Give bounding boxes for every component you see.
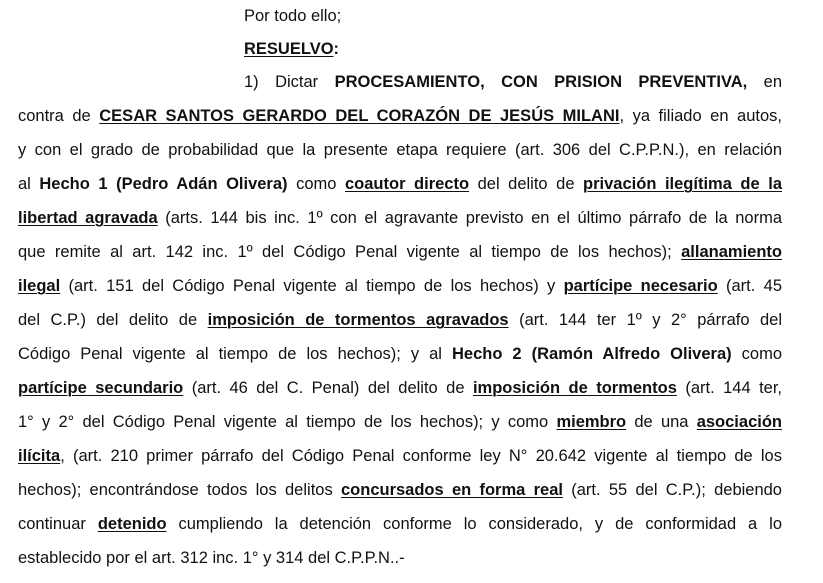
text-segment: , (art. 210 primer párrafo del Código Penal conforme ley N° 20.642 vigente al tiempo de los	[60, 447, 782, 465]
text-segment: del C.P.) del delito de	[18, 311, 208, 329]
text-segment: 1) Dictar	[244, 73, 335, 91]
text-segment: (art. 151 del Código Penal vigente al tiempo de los hechos) y	[60, 277, 564, 295]
underlined-bold-segment: partícipe secundario	[18, 379, 184, 397]
text-segment: del delito de	[469, 175, 584, 193]
underlined-bold-segment: concursados en forma real	[340, 481, 563, 499]
text-segment: (art. 144 ter,	[676, 379, 782, 397]
text-segment: en	[747, 73, 783, 91]
paragraph-line-8	[18, 307, 782, 333]
bold-segment: Hecho 2 (Ramón Alfredo Olivera)	[451, 345, 732, 363]
paragraph-line-14	[18, 511, 782, 537]
underlined-bold-segment: miembro	[556, 413, 627, 431]
paragraph-line-12	[18, 443, 782, 469]
bold-segment: Hecho 1 (Pedro Adán Olivera)	[39, 175, 288, 193]
text-segment: cumpliendo la detención conforme lo considerado, y de conformidad a lo	[166, 515, 782, 533]
underlined-bold-segment: coautor directo	[344, 175, 470, 193]
underlined-bold-segment: imposición de tormentos agravados	[207, 311, 509, 329]
paragraph-line-10	[18, 375, 782, 401]
text-segment: como	[731, 345, 782, 363]
text-segment: como	[287, 175, 345, 193]
underlined-bold-segment: ilícita	[18, 447, 61, 465]
text-segment: 1° y 2° del Código Penal vigente al tiempo de los hechos); y como	[18, 413, 557, 431]
text-segment: Código Penal vigente al tiempo de los hechos); y al	[18, 345, 452, 363]
text-segment: contra de	[18, 107, 100, 125]
paragraph-line-2	[18, 103, 782, 129]
defendant-name: CESAR SANTOS GERARDO DEL CORAZÓN DE JESÚS MILANI	[99, 107, 620, 125]
text-segment: continuar	[18, 515, 98, 533]
paragraph-line-11	[18, 409, 782, 435]
text-segment: (arts. 144 bis inc. 1º con el agravante previsto en el último párrafo de la norma	[157, 209, 783, 227]
paragraph-line-15	[18, 545, 782, 571]
text-segment: y con el grado de probabilidad que la presente etapa requiere (art. 306 del C.P.P.N.), en relación	[18, 141, 782, 159]
underlined-bold-segment: libertad agravada	[18, 209, 158, 227]
paragraph-line-5	[18, 205, 782, 231]
paragraph-line-13	[18, 477, 782, 503]
text-segment: , ya filiado en autos,	[619, 107, 782, 125]
underlined-bold-segment: partícipe necesario	[563, 277, 718, 295]
text-segment: que remite al art. 142 inc. 1º del Código Penal vigente al tiempo de los hechos);	[18, 243, 682, 261]
paragraph-line-6	[18, 239, 782, 265]
text-segment: (art. 45	[717, 277, 783, 295]
heading-colon: :	[333, 40, 340, 58]
heading-line	[244, 36, 782, 62]
text-segment: (art. 55 del C.P.); debiendo	[562, 481, 782, 499]
underlined-bold-segment: ilegal	[18, 277, 61, 295]
intro-line	[244, 3, 782, 29]
underlined-bold-segment: privación ilegítima de la	[583, 175, 782, 193]
resuelvo-heading: RESUELVO	[244, 40, 334, 58]
text-segment: de una	[626, 413, 697, 431]
text-segment: establecido por el art. 312 inc. 1° y 314 del C.P.P.N..-	[18, 549, 405, 567]
underlined-bold-segment: allanamiento	[681, 243, 782, 261]
underlined-bold-segment: asociación	[696, 413, 782, 431]
text-segment: (art. 144 ter 1º y 2° párrafo del	[508, 311, 782, 329]
bold-segment: PROCESAMIENTO, CON PRISION PREVENTIVA,	[334, 73, 748, 91]
paragraph-line-7	[18, 273, 782, 299]
text-segment: (art. 46 del C. Penal) del delito de	[183, 379, 473, 397]
text-segment: hechos); encontrándose todos los delitos	[18, 481, 341, 499]
paragraph-line-4	[18, 171, 782, 197]
paragraph-line-1	[244, 69, 782, 95]
underlined-bold-segment: detenido	[97, 515, 167, 533]
intro-text: Por todo ello;	[244, 7, 342, 25]
paragraph-line-3	[18, 137, 782, 163]
underlined-bold-segment: imposición de tormentos	[472, 379, 677, 397]
paragraph-line-9	[18, 341, 782, 367]
text-segment: al	[18, 175, 40, 193]
